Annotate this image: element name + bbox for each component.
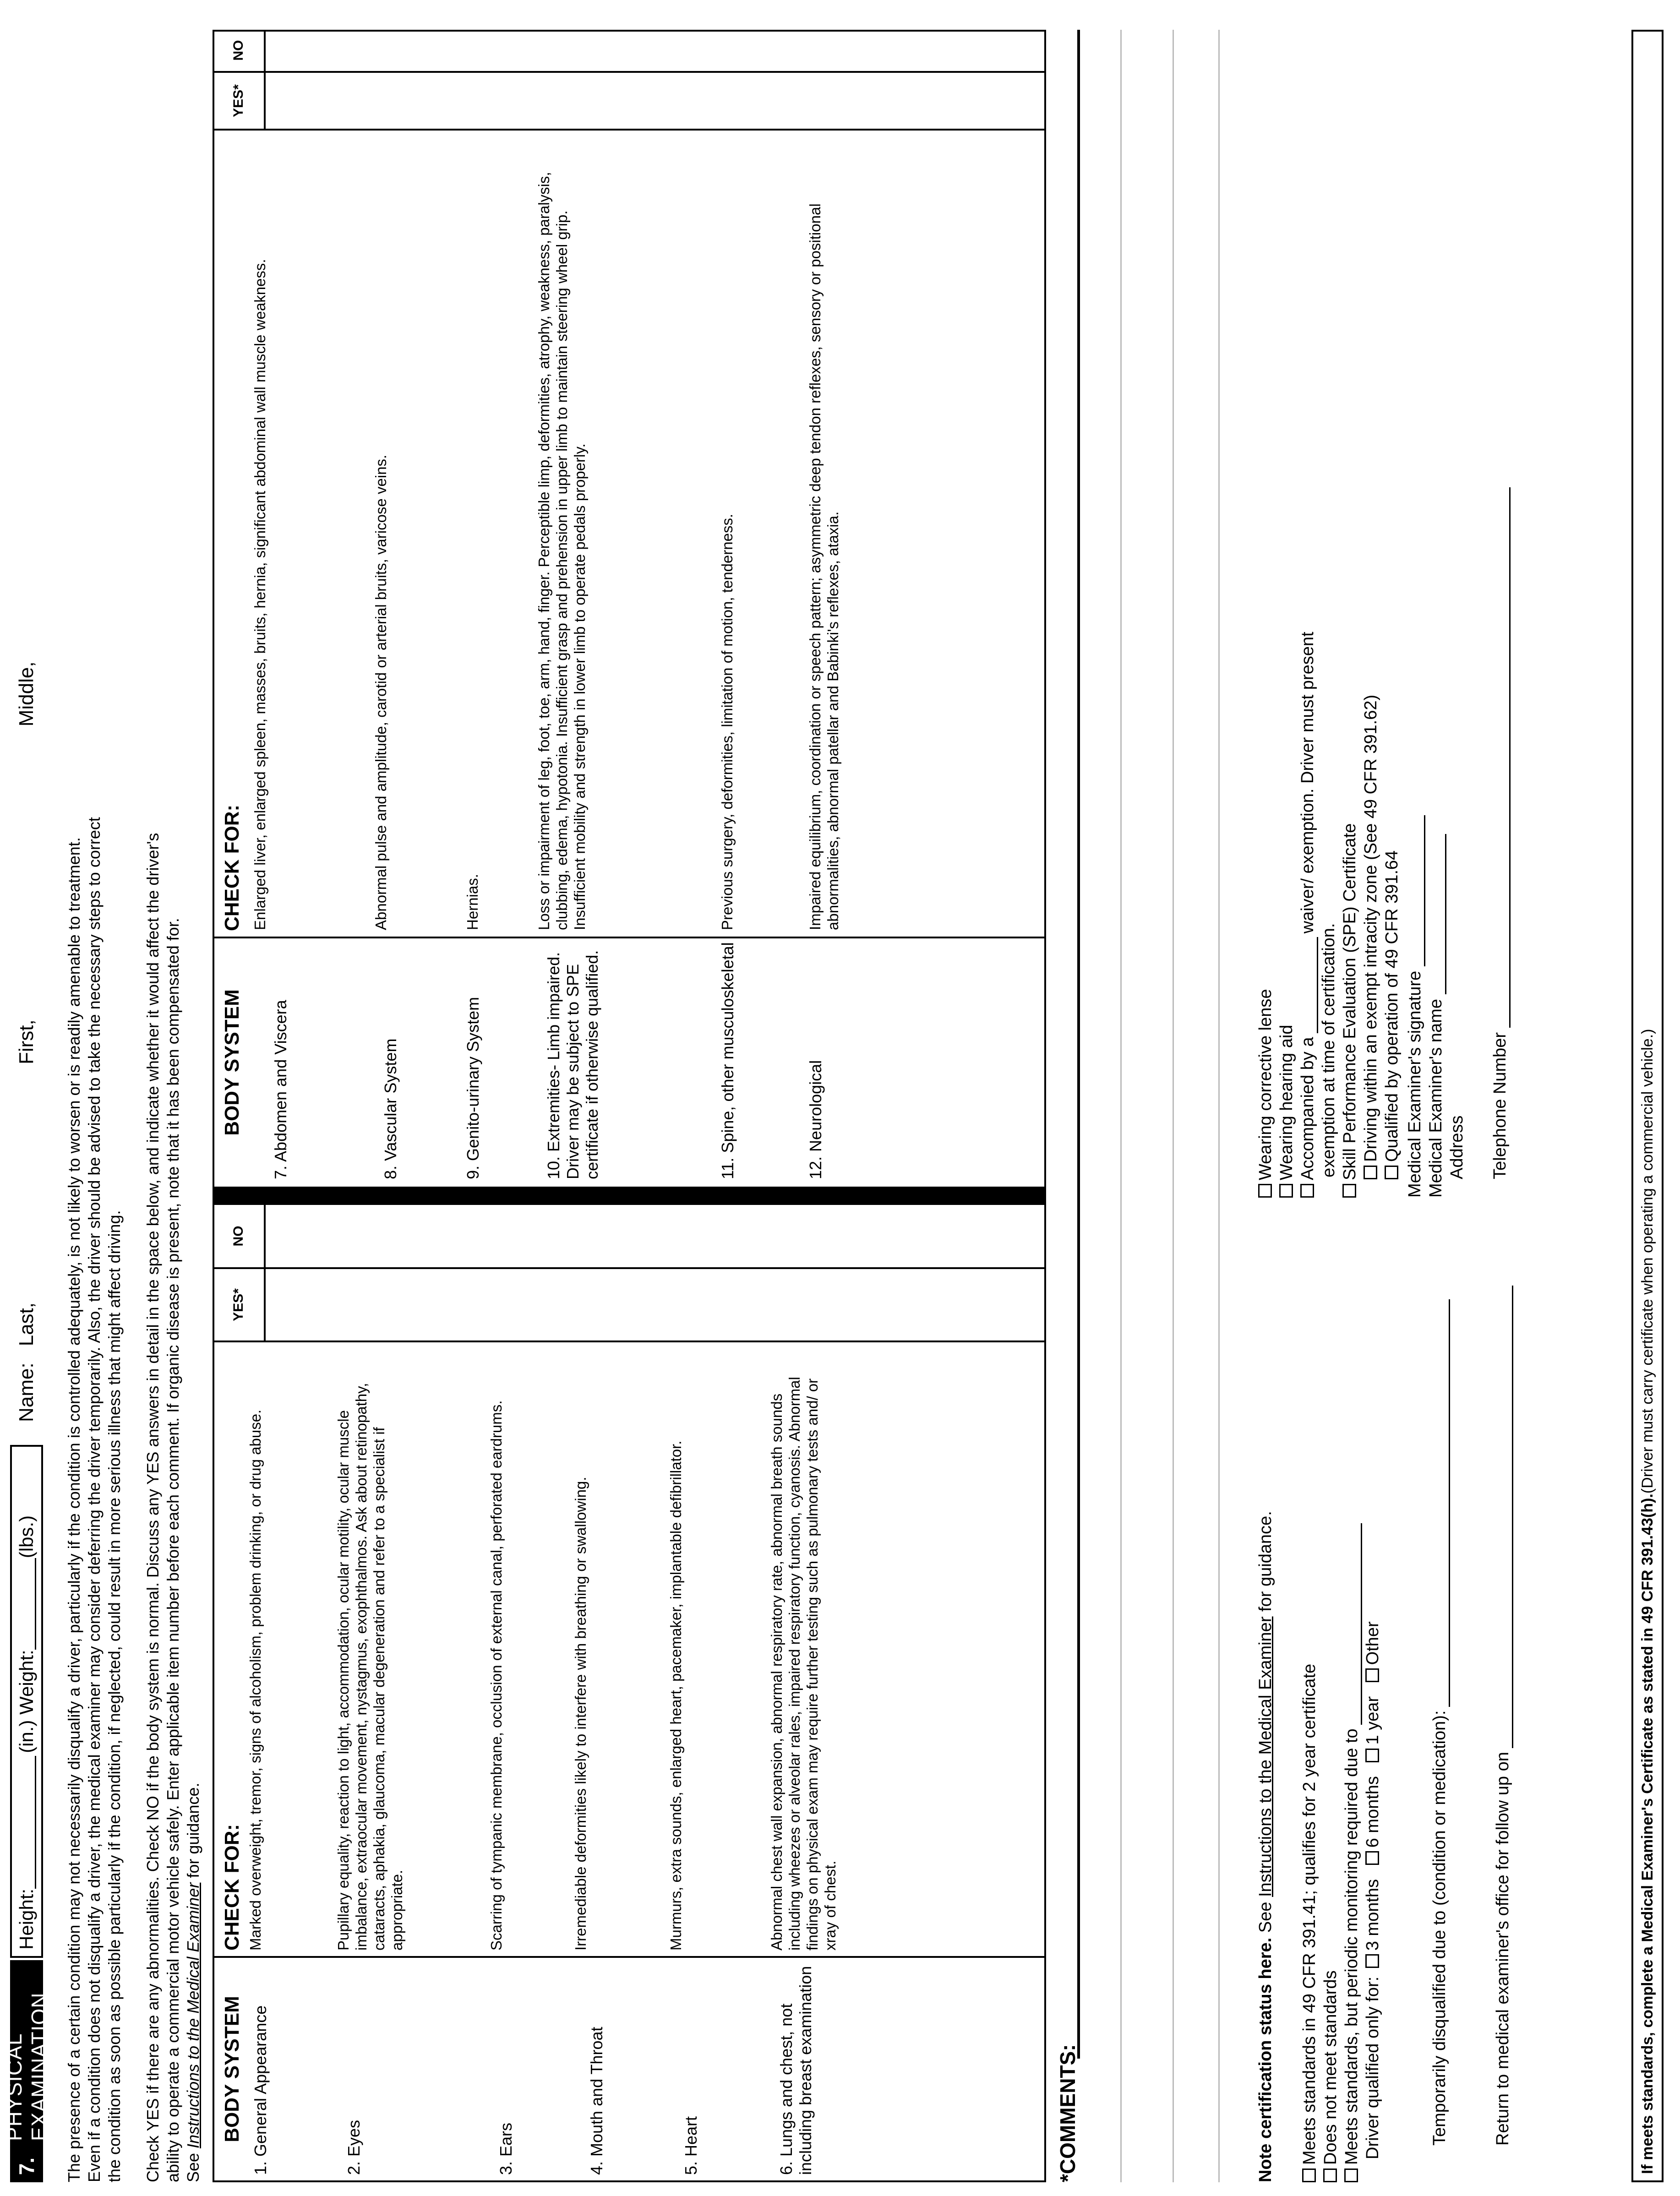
see-suffix: for guidance. xyxy=(184,1782,202,1883)
height-label: Height: xyxy=(16,1888,37,1950)
return-field[interactable] xyxy=(1495,1286,1513,1748)
accompanied-label: Accompanied by a xyxy=(1298,1037,1317,1180)
intracity-row xyxy=(1360,695,1381,1179)
row-4-system: 4. Mouth and Throat xyxy=(587,2027,606,2175)
middle-name-label: Middle, xyxy=(15,661,38,727)
col-no-left: NO xyxy=(231,1226,246,1247)
row-2-check: Pupillary equality, reaction to light, accommodation, ocular motility, ocular muscle imbalance, extraocular movement, nystagmus, exophthalmos. Ask about retinopathy, cataracts, aphakia, glaucoma, macular degeneration and refer to a specialist if appropriate. xyxy=(335,1383,405,1951)
last-name-label: Last, xyxy=(15,1302,38,1346)
waiver-type-field[interactable] xyxy=(1299,937,1318,1033)
examiner-name-field[interactable] xyxy=(1428,834,1446,994)
six-months-label: 6 months xyxy=(1363,1776,1382,1848)
cert-meets-row xyxy=(1299,1664,1320,2182)
row-1-check: Marked overweight, tremor, signs of alcoholism, problem drinking, or drug abuse. xyxy=(247,1409,264,1951)
name-row xyxy=(10,661,43,1422)
certification-instructions-link[interactable]: Instructions to the Medical Examiner xyxy=(1256,1616,1275,1897)
one-year-checkbox[interactable] xyxy=(1365,1749,1379,1762)
col-body-system-right: BODY SYSTEM xyxy=(221,989,243,1136)
intro-line: ability to operate a commercial motor vehicle safely. Enter applicable item number before each comment. If organic disease is present, note that it has been compensated for. xyxy=(164,918,182,2182)
return-row xyxy=(1492,1286,1513,2146)
row-5-system: 5. Heart xyxy=(682,2116,700,2175)
intro-line: Even if a condition does not disqualify a driver, the medical examiner may consider deferring the driver temporarily. Also, the driver should be advised to take the necessary steps to correct xyxy=(85,817,104,2182)
col-no-right: NO xyxy=(231,40,246,61)
guidance-line xyxy=(183,21,203,2182)
corrective-lense-label: Wearing corrective lense xyxy=(1256,989,1275,1180)
hearing-aid-label: Wearing hearing aid xyxy=(1277,1024,1296,1180)
meets-standards-checkbox[interactable] xyxy=(1302,2169,1316,2182)
footer-bold: If meets standards, complete a Medical Examiner's Certificate as stated in 49 CFR 391.43(h). xyxy=(1638,1493,1656,2174)
footer-normal: (Driver must carry certificate when operating a commercial vehicle.) xyxy=(1638,1029,1656,1494)
certification-see: See xyxy=(1256,1897,1275,1938)
row-11-check: Previous surgery, deformities, limitation of motion, tenderness. xyxy=(719,513,736,930)
col-body-system-left: BODY SYSTEM xyxy=(221,1996,243,2142)
signature-field[interactable] xyxy=(1407,815,1425,966)
other-label: Other xyxy=(1363,1621,1382,1665)
row-7-system: 7. Abdomen and Viscera xyxy=(271,1000,290,1179)
row-7-check: Enlarged liver, enlarged spleen, masses, bruits, hernia, significant abdominal wall muscle weakness. xyxy=(251,259,268,930)
name-label: Name: xyxy=(15,1362,38,1422)
row-9-system: 9. Genito-urinary System xyxy=(464,997,482,1179)
temporarily-field[interactable] xyxy=(1431,1299,1450,1707)
address-row xyxy=(1446,1116,1467,1179)
qualified-operation-label: Qualified by operation of 49 CFR 391.64 xyxy=(1382,850,1402,1162)
comment-line[interactable] xyxy=(1173,30,1174,2182)
intro-paragraph-2 xyxy=(143,21,203,2182)
row-10-system: 10. Extremities- Limb impaired. Driver may be subject to SPE certificate if otherwise qualified. xyxy=(544,950,601,1179)
temporarily-row xyxy=(1429,1299,1450,2146)
three-months-label: 3 months xyxy=(1363,1879,1382,1951)
instructions-link[interactable]: Instructions to the Medical Examiner xyxy=(184,1882,202,2148)
row-12-check: Impaired equilibrium, coordination or speech pattern; asymmetric deep tendon reflexes, sensory or positional abnormalities, abnormal patellar and Babinki's reflexes, ataxia. xyxy=(807,203,841,930)
section-title: PHYSICAL EXAMINATION xyxy=(10,1960,43,2150)
cert-periodic-row xyxy=(1341,1523,1362,2182)
height-field[interactable] xyxy=(17,1756,36,1889)
row-3-system: 3. Ears xyxy=(496,2122,515,2175)
certification-suffix: for guidance. xyxy=(1256,1511,1275,1617)
telephone-field[interactable] xyxy=(1492,487,1511,1028)
meets-standards-label: Meets standards in 49 CFR 391.41; qualifies for 2 year certificate xyxy=(1300,1663,1319,2165)
other-checkbox[interactable] xyxy=(1365,1668,1379,1682)
lense-row xyxy=(1255,989,1276,1198)
periodic-monitoring-checkbox[interactable] xyxy=(1344,2169,1358,2182)
intro-line: The presence of a certain condition may not necessarily disqualify a driver, particularly if the condition is controlled adequately, is not likely to worsen or is readily amenable to treatment. xyxy=(65,837,83,2182)
row-4-check: Irremediable deformities likely to interfere with breathing or swallowing. xyxy=(572,1477,589,1951)
not-meet-checkbox[interactable] xyxy=(1323,2169,1337,2182)
cert-not-meet-row xyxy=(1320,1970,1341,2182)
certification-heading-bold: Note certification status here. xyxy=(1256,1937,1275,2182)
row-1-system: 1. General Appearance xyxy=(251,2005,270,2175)
one-year-label: 1 year xyxy=(1363,1696,1382,1745)
address-label: Address xyxy=(1447,1115,1467,1179)
six-months-checkbox[interactable] xyxy=(1365,1851,1379,1865)
row-3-check: Scarring of tympanic membrane, occlusion of external canal, perforated eardrums. xyxy=(488,1400,505,1951)
comments-label: *COMMENTS: xyxy=(1056,2044,1080,2182)
qualified-operation-checkbox[interactable] xyxy=(1385,1166,1398,1179)
intro-line: Check YES if there are any abnormalities. Check NO if the body system is normal. Discuss any YES answers in detail in the space below, and indicate whether it would affect the driver's xyxy=(143,833,162,2182)
section-number: 7. xyxy=(10,2150,43,2182)
accompanied-checkbox[interactable] xyxy=(1300,1184,1314,1198)
spe-label: Skill Performance Evaluation (SPE) Certificate xyxy=(1340,823,1359,1180)
telephone-row xyxy=(1489,487,1511,1179)
qualified-only-row xyxy=(1362,1621,1383,2159)
col-check-for-left: CHECK FOR: xyxy=(221,1824,243,1951)
weight-unit: (lbs.) xyxy=(16,1515,37,1558)
spe-checkbox[interactable] xyxy=(1342,1184,1356,1198)
row-6-system: 6. Lungs and chest, not including breast examination xyxy=(777,1966,815,2175)
row-5-check: Murmurs, extra sounds, enlarged heart, pacemaker, implantable defibrillator. xyxy=(667,1440,684,1951)
row-2-system: 2. Eyes xyxy=(344,2120,363,2175)
row-8-system: 8. Vascular System xyxy=(381,1038,400,1179)
signature-row xyxy=(1404,815,1425,1198)
row-6-check: Abnormal chest wall expansion, abnormal respiratory rate, abnormal breath sounds including wheezes or alveolar rales, impaired respiratory function, cyanosis. Abnormal findings on physical exam may require further testing such as pulmonary tests and/ or xray of chest. xyxy=(768,1377,839,1951)
intro-paragraph-1 xyxy=(64,21,125,2182)
telephone-label: Telephone Number xyxy=(1490,1032,1510,1179)
first-name-label: First, xyxy=(15,1019,38,1065)
qualified-only-label: Driver qualified only for: xyxy=(1363,1976,1382,2159)
row-12-system: 12. Neurological xyxy=(806,1060,825,1179)
col-check-for-right: CHECK FOR: xyxy=(221,804,243,931)
examiner-name-label: Medical Examiner's name xyxy=(1426,999,1445,1198)
col-yes-right: YES* xyxy=(231,84,246,117)
waiver-label: waiver/ exemption. Driver must present xyxy=(1298,632,1317,934)
periodic-monitoring-label: Meets standards, but periodic monitoring required due to xyxy=(1342,1728,1361,2165)
periodic-reason-field[interactable] xyxy=(1343,1523,1362,1725)
three-months-checkbox[interactable] xyxy=(1365,1954,1379,1968)
row-10-check: Loss or impairment of leg, foot, toe, arm, hand, finger. Perceptible limp, deformities, atrophy, weakness, paralysis, clubbing, edema, hypotonia. Insufficient grasp and prehension in upper limb to maintain steering wheel grip. Insufficient mobility and strength in lower limb to operate pedals properly. xyxy=(535,172,588,930)
comment-line[interactable] xyxy=(1120,30,1122,2182)
row-11-system: 11. Spine, other musculoskeletal xyxy=(718,942,737,1179)
body-system-table xyxy=(213,30,1046,2182)
intro-line: the condition as soon as possible particularly if the condition, if neglected, could result in more serious illness that might affect driving. xyxy=(105,1210,124,2182)
spe-row xyxy=(1339,823,1360,1198)
intracity-checkbox[interactable] xyxy=(1364,1166,1377,1179)
exemption-line: exemption at time of certification. xyxy=(1319,923,1338,1177)
return-label: Return to medical examiner's office for follow up on xyxy=(1493,1752,1512,2146)
comment-line[interactable] xyxy=(1218,30,1220,2182)
temporarily-label: Temporarily disqualified due to (condition or medication): xyxy=(1430,1710,1449,2146)
row-8-check: Abnormal pulse and amplitude, carotid or arterial bruits, varicose veins. xyxy=(372,454,389,930)
signature-label: Medical Examiner's signature xyxy=(1405,970,1424,1198)
height-unit: (in.) Weight: xyxy=(16,1650,37,1753)
certification-heading xyxy=(1255,1511,1276,2182)
see-prefix: See xyxy=(184,2148,202,2182)
not-meet-label: Does not meet standards xyxy=(1321,1970,1340,2165)
hearing-aid-checkbox[interactable] xyxy=(1279,1184,1293,1198)
height-weight-box xyxy=(10,1445,43,1958)
qualified-op-row xyxy=(1381,850,1402,1179)
footer-note xyxy=(1631,30,1664,2182)
weight-field[interactable] xyxy=(17,1558,36,1650)
accompanied-row xyxy=(1297,632,1318,1198)
col-yes-left: YES* xyxy=(231,1288,246,1321)
examiner-name-row xyxy=(1425,834,1446,1198)
hearing-row xyxy=(1276,1025,1297,1198)
row-9-check: Hernias. xyxy=(464,874,481,930)
intracity-label: Driving within an exempt intracity zone (See 49 CFR 391.62) xyxy=(1361,694,1380,1162)
comment-line[interactable] xyxy=(1077,30,1080,2059)
corrective-lense-checkbox[interactable] xyxy=(1258,1184,1272,1198)
